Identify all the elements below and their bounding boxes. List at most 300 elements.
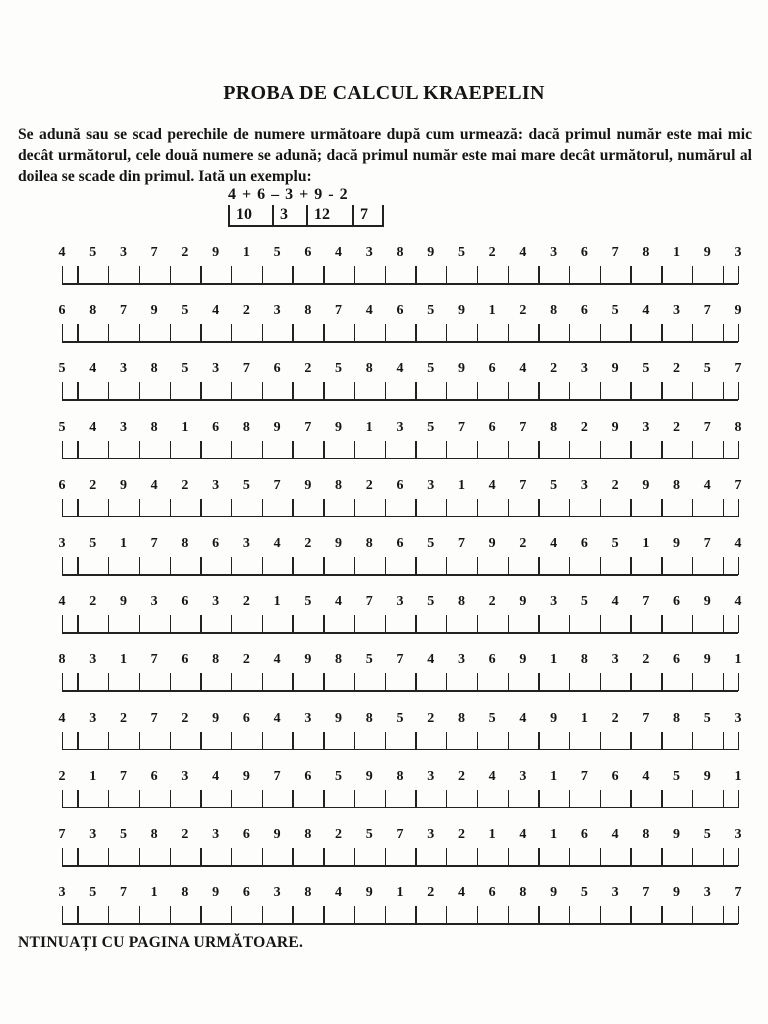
- row-digit: 6: [242, 710, 250, 726]
- row-tick: [508, 499, 509, 517]
- row-digit: 4: [212, 768, 220, 784]
- row-digit: 4: [519, 245, 527, 260]
- row-end-tick: [738, 790, 739, 808]
- row-end-tick: [62, 382, 63, 400]
- row-tick: [385, 441, 386, 459]
- row-digit: 6: [181, 594, 189, 610]
- row-tick: [723, 673, 724, 691]
- row-digit: 1: [580, 710, 588, 726]
- row-digit: 2: [427, 710, 435, 726]
- row-tick: [170, 324, 171, 342]
- row-tick: [446, 790, 447, 808]
- row-digit: 9: [611, 419, 619, 435]
- row-tick: [262, 557, 263, 575]
- row-digit: 5: [427, 536, 435, 551]
- row-tick: [139, 732, 140, 750]
- row-tick: [508, 673, 509, 691]
- row-end-tick: [62, 441, 63, 459]
- row-digit: 3: [365, 245, 373, 260]
- row-digit: 2: [242, 594, 250, 610]
- row-end-tick: [738, 266, 739, 284]
- row-tick: [508, 441, 509, 459]
- row-tick: [292, 557, 293, 575]
- row-digit: 8: [335, 652, 343, 668]
- row-tick: [262, 324, 263, 342]
- row-tick: [200, 732, 201, 750]
- row-tick: [538, 673, 539, 691]
- row-digit: 7: [519, 477, 527, 493]
- instructions-paragraph: Se adună sau se scad perechile de numere următoare după cum urmează: dacă primul număr este mai mic decât următorul, cele două numere se adună; dacă primul număr este mai mare decât următorul, numărul al doilea se scade din primul. Iată un exemplu:: [18, 126, 752, 185]
- row-tick: [446, 266, 447, 284]
- row-tick: [692, 441, 693, 459]
- row-baseline: [62, 458, 738, 460]
- row-digit: 8: [181, 885, 189, 901]
- row-digit: 6: [273, 361, 281, 377]
- row-digit: 2: [335, 827, 343, 842]
- row-digit: 5: [365, 652, 373, 668]
- row-tick: [569, 266, 570, 284]
- row-digit: 3: [396, 419, 404, 435]
- row-digit: 4: [519, 827, 527, 842]
- row-digit: 7: [642, 710, 650, 726]
- row-tick: [692, 848, 693, 866]
- row-tick: [200, 266, 201, 284]
- row-digit: 1: [89, 768, 97, 784]
- row-end-tick: [62, 906, 63, 924]
- row-digit: 4: [58, 710, 66, 726]
- row-digit: 3: [119, 361, 127, 377]
- row-tick: [385, 382, 386, 400]
- row-digit: 9: [703, 652, 711, 668]
- row-tick: [630, 324, 631, 342]
- row-digit: 4: [335, 885, 343, 901]
- row-tick: [415, 790, 416, 808]
- row-digit: 8: [457, 594, 465, 610]
- row-digit: 7: [519, 419, 527, 435]
- row-digit: 9: [550, 710, 558, 726]
- example-result-cell: 12: [306, 205, 352, 227]
- row-digit: 7: [304, 419, 312, 435]
- example-result-cell: 7: [352, 205, 384, 227]
- row-tick: [262, 441, 263, 459]
- row-tick: [231, 906, 232, 924]
- row-digit: 3: [580, 361, 588, 377]
- row-digit: 3: [457, 652, 465, 668]
- example-results: [228, 205, 384, 227]
- row-tick: [108, 324, 109, 342]
- row-tick: [292, 499, 293, 517]
- row-tick: [385, 906, 386, 924]
- row-tick: [569, 848, 570, 866]
- row-digit: 7: [119, 303, 127, 319]
- row-end-tick: [738, 673, 739, 691]
- row-digit: 3: [304, 710, 312, 726]
- row-tick: [446, 382, 447, 400]
- row-tick: [170, 790, 171, 808]
- row-tick: [661, 615, 662, 633]
- row-digit: 3: [58, 885, 66, 901]
- row-digit: 4: [273, 652, 281, 668]
- row-end-tick: [62, 790, 63, 808]
- row-digit: 8: [89, 303, 97, 319]
- row-digit: 8: [580, 652, 588, 668]
- row-tick: [723, 499, 724, 517]
- row-tick: [692, 557, 693, 575]
- row-digit: 3: [58, 536, 66, 551]
- row-tick: [200, 324, 201, 342]
- row-tick: [108, 499, 109, 517]
- row-tick: [262, 673, 263, 691]
- row-tick: [108, 848, 109, 866]
- row-digit: 6: [242, 885, 250, 901]
- row-tick: [231, 848, 232, 866]
- row-digit: 8: [396, 245, 404, 260]
- row-tick: [200, 441, 201, 459]
- row-digit: 3: [673, 303, 681, 319]
- row-tick: [200, 790, 201, 808]
- row-digit: 4: [273, 710, 281, 726]
- row-digit: 9: [150, 303, 158, 319]
- row-digit: 6: [488, 361, 496, 377]
- row-digit: 7: [150, 245, 158, 260]
- row-tick: [323, 324, 324, 342]
- row-tick: [723, 790, 724, 808]
- row-tick: [108, 906, 109, 924]
- row-tick: [354, 324, 355, 342]
- row-tick: [77, 848, 78, 866]
- row-tick: [200, 499, 201, 517]
- row-digit: 6: [181, 652, 189, 668]
- row-digit: 9: [673, 885, 681, 901]
- row-end-tick: [738, 906, 739, 924]
- row-end-tick: [62, 499, 63, 517]
- row-tick: [477, 382, 478, 400]
- row-tick: [77, 615, 78, 633]
- row-digit: 8: [457, 710, 465, 726]
- row-tick: [630, 266, 631, 284]
- row-tick: [139, 673, 140, 691]
- example-result-cell: 3: [272, 205, 306, 227]
- row-digit: 2: [488, 245, 496, 260]
- row-end-tick: [738, 441, 739, 459]
- row-tick: [108, 790, 109, 808]
- row-tick: [600, 266, 601, 284]
- row-digit: 9: [488, 536, 496, 551]
- row-tick: [446, 441, 447, 459]
- row-end-tick: [738, 615, 739, 633]
- row-digit: 2: [89, 594, 97, 610]
- row-baseline: [62, 807, 738, 809]
- row-tick: [508, 382, 509, 400]
- row-tick: [600, 382, 601, 400]
- row-digit: 7: [642, 594, 650, 610]
- row-digit: 9: [703, 245, 711, 260]
- number-row: [0, 421, 768, 469]
- example-block: [228, 186, 384, 227]
- row-digit: 7: [150, 710, 158, 726]
- row-tick: [630, 499, 631, 517]
- row-digit: 3: [273, 303, 281, 319]
- row-digit: 2: [89, 477, 97, 493]
- row-tick: [446, 848, 447, 866]
- row-tick: [77, 382, 78, 400]
- row-digit: 6: [580, 827, 588, 842]
- row-tick: [231, 382, 232, 400]
- row-tick: [692, 732, 693, 750]
- row-tick: [569, 615, 570, 633]
- row-digit: 4: [734, 536, 742, 551]
- row-tick: [600, 732, 601, 750]
- row-digit: 5: [642, 361, 650, 377]
- row-tick: [723, 732, 724, 750]
- row-tick: [600, 615, 601, 633]
- row-digit: 5: [335, 361, 343, 377]
- row-tick: [477, 906, 478, 924]
- row-tick: [508, 615, 509, 633]
- row-digit: 1: [550, 768, 558, 784]
- row-tick: [323, 848, 324, 866]
- row-tick: [630, 673, 631, 691]
- row-tick: [77, 266, 78, 284]
- row-tick: [508, 848, 509, 866]
- row-digit: 8: [212, 652, 220, 668]
- row-end-tick: [738, 732, 739, 750]
- row-digit: 8: [734, 419, 742, 435]
- row-tick: [262, 615, 263, 633]
- row-digit: 6: [304, 245, 312, 260]
- row-digit: 4: [58, 594, 66, 610]
- row-digit: 4: [150, 477, 158, 493]
- row-digit: 4: [488, 477, 496, 493]
- row-digit: 8: [519, 885, 527, 901]
- row-digit: 1: [488, 827, 496, 842]
- row-tick: [600, 441, 601, 459]
- row-tick: [292, 441, 293, 459]
- row-digit: 2: [304, 536, 312, 551]
- row-digit: 2: [427, 885, 435, 901]
- row-tick: [415, 615, 416, 633]
- number-row: [0, 770, 768, 818]
- row-digit: 8: [58, 652, 66, 668]
- number-row: [0, 828, 768, 876]
- row-tick: [538, 848, 539, 866]
- row-digit: 6: [396, 536, 404, 551]
- row-digit: 7: [580, 768, 588, 784]
- row-digit: 6: [212, 536, 220, 551]
- row-digit: 7: [703, 303, 711, 319]
- row-digit: 1: [242, 245, 250, 260]
- row-tick: [77, 732, 78, 750]
- row-digit: 5: [242, 477, 250, 493]
- row-tick: [385, 499, 386, 517]
- row-tick: [200, 848, 201, 866]
- row-digit: 3: [580, 477, 588, 493]
- row-digit: 2: [58, 768, 66, 784]
- row-digit: 7: [273, 477, 281, 493]
- row-digit: 4: [396, 361, 404, 377]
- row-digit: 8: [550, 303, 558, 319]
- row-tick: [508, 732, 509, 750]
- row-tick: [262, 732, 263, 750]
- continue-note: NTINUAȚI CU PAGINA URMĂTOARE.: [18, 934, 304, 951]
- row-digit: 2: [642, 652, 650, 668]
- row-tick: [477, 324, 478, 342]
- row-tick: [446, 499, 447, 517]
- row-tick: [630, 906, 631, 924]
- row-tick: [446, 906, 447, 924]
- row-tick: [600, 906, 601, 924]
- row-tick: [692, 382, 693, 400]
- row-tick: [323, 557, 324, 575]
- row-digit: 3: [181, 768, 189, 784]
- row-digit: 4: [89, 419, 97, 435]
- row-digit: 7: [150, 536, 158, 551]
- row-digit: 9: [273, 419, 281, 435]
- row-baseline: [62, 923, 738, 925]
- row-digit: 9: [457, 361, 465, 377]
- row-digit: 9: [457, 303, 465, 319]
- row-digit: 9: [519, 594, 527, 610]
- row-digit: 3: [273, 885, 281, 901]
- row-baseline: [62, 399, 738, 401]
- row-digit: 8: [304, 303, 312, 319]
- row-digit: 8: [150, 361, 158, 377]
- row-digit: 9: [734, 303, 742, 319]
- row-digit: 7: [642, 885, 650, 901]
- row-digit: 3: [89, 710, 97, 726]
- row-digit: 2: [242, 652, 250, 668]
- row-digit: 1: [181, 419, 189, 435]
- row-tick: [323, 732, 324, 750]
- row-digit: 2: [673, 361, 681, 377]
- row-tick: [139, 441, 140, 459]
- row-tick: [77, 324, 78, 342]
- row-digit: 3: [611, 885, 619, 901]
- row-end-tick: [62, 673, 63, 691]
- row-tick: [477, 673, 478, 691]
- row-tick: [77, 790, 78, 808]
- row-tick: [600, 557, 601, 575]
- row-digit: 3: [611, 652, 619, 668]
- row-digit: 3: [212, 361, 220, 377]
- row-tick: [231, 499, 232, 517]
- number-row: [0, 712, 768, 760]
- row-tick: [354, 382, 355, 400]
- row-end-tick: [738, 499, 739, 517]
- row-tick: [477, 557, 478, 575]
- row-tick: [354, 499, 355, 517]
- row-digit: 2: [611, 477, 619, 493]
- row-digit: 5: [427, 303, 435, 319]
- row-digit: 4: [365, 303, 373, 319]
- row-tick: [323, 673, 324, 691]
- row-digit: 5: [304, 594, 312, 610]
- row-digit: 6: [673, 652, 681, 668]
- row-digit: 5: [427, 419, 435, 435]
- row-tick: [108, 441, 109, 459]
- row-digit: 7: [150, 652, 158, 668]
- row-tick: [262, 382, 263, 400]
- row-tick: [538, 615, 539, 633]
- row-baseline: [62, 749, 738, 751]
- row-digit: 7: [734, 885, 742, 901]
- row-tick: [508, 790, 509, 808]
- row-tick: [723, 615, 724, 633]
- row-digit: 1: [365, 419, 373, 435]
- row-tick: [77, 499, 78, 517]
- row-tick: [231, 673, 232, 691]
- row-tick: [354, 906, 355, 924]
- row-digit: 9: [273, 827, 281, 842]
- row-tick: [200, 382, 201, 400]
- row-tick: [108, 557, 109, 575]
- row-digit: 3: [119, 419, 127, 435]
- row-digit: 5: [550, 477, 558, 493]
- row-digit: 6: [488, 652, 496, 668]
- row-digit: 3: [427, 768, 435, 784]
- row-tick: [354, 673, 355, 691]
- row-digit: 2: [488, 594, 496, 610]
- row-tick: [77, 906, 78, 924]
- row-tick: [139, 382, 140, 400]
- row-digit: 5: [580, 594, 588, 610]
- row-tick: [415, 324, 416, 342]
- row-digit: 9: [119, 477, 127, 493]
- row-digit: 8: [304, 827, 312, 842]
- row-tick: [661, 790, 662, 808]
- row-tick: [323, 441, 324, 459]
- row-tick: [538, 499, 539, 517]
- row-digit: 5: [181, 303, 189, 319]
- row-tick: [354, 266, 355, 284]
- row-tick: [723, 324, 724, 342]
- row-digit: 7: [734, 477, 742, 493]
- number-row: [0, 304, 768, 352]
- row-tick: [108, 266, 109, 284]
- row-tick: [262, 848, 263, 866]
- row-tick: [661, 673, 662, 691]
- row-digit: 9: [519, 652, 527, 668]
- row-tick: [385, 673, 386, 691]
- row-tick: [385, 557, 386, 575]
- row-digit: 6: [580, 245, 588, 260]
- row-tick: [354, 848, 355, 866]
- row-digit: 5: [580, 885, 588, 901]
- row-end-tick: [62, 557, 63, 575]
- row-tick: [661, 848, 662, 866]
- row-digit: 7: [457, 536, 465, 551]
- row-digit: 7: [365, 594, 373, 610]
- row-tick: [661, 441, 662, 459]
- row-digit: 4: [488, 768, 496, 784]
- row-digit: 7: [273, 768, 281, 784]
- row-tick: [262, 790, 263, 808]
- row-tick: [354, 790, 355, 808]
- row-tick: [170, 732, 171, 750]
- row-digit: 5: [365, 827, 373, 842]
- row-tick: [200, 615, 201, 633]
- row-digit: 2: [519, 536, 527, 551]
- row-digit: 7: [396, 827, 404, 842]
- row-digit: 3: [119, 245, 127, 260]
- row-digit: 8: [181, 536, 189, 551]
- row-tick: [415, 732, 416, 750]
- row-tick: [538, 732, 539, 750]
- row-tick: [569, 499, 570, 517]
- row-tick: [231, 790, 232, 808]
- row-tick: [692, 324, 693, 342]
- row-tick: [446, 615, 447, 633]
